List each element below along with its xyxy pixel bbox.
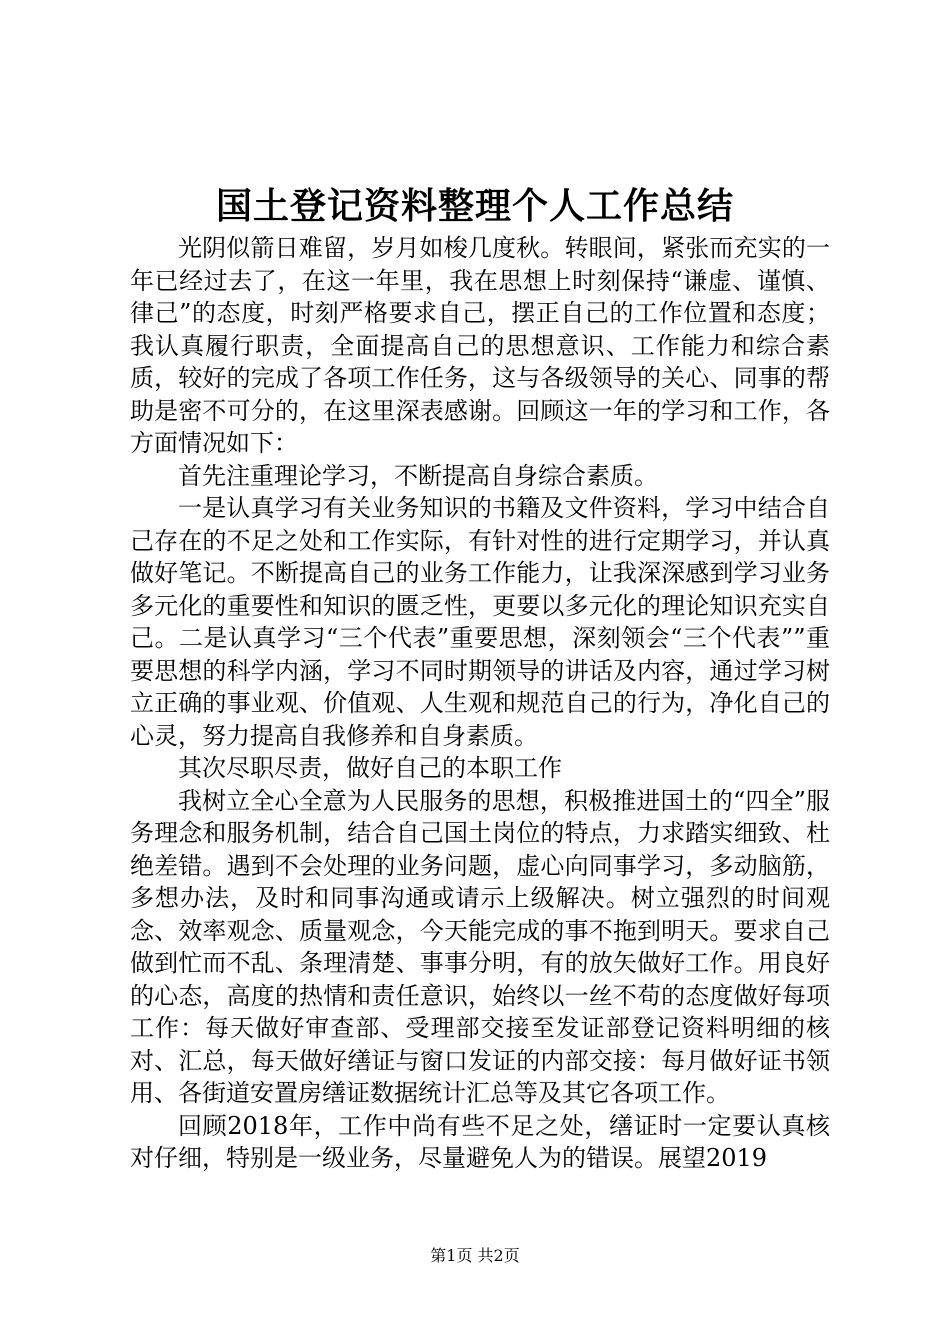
paragraph-intro: 光阴似箭日难留，岁月如梭几度秋。转眼间，紧张而充实的一年已经过去了，在这一年里，我在思想上时刻保持“谦虚、谨慎、律己”的态度，时刻严格要求自己，摆正自己的工作位置和态度；我认真履行职责，全面提高自己的思想意识、工作能力和综合素质，较好的完成了各项工作任务，这与各级领导的关心、同事的帮助是密不可分的，在这里深表感谢。回顾这一年的学习和工作，各方面情况如下： <box>130 234 830 457</box>
page-number-footer: 第1页 共2页 <box>430 1246 520 1265</box>
paragraph-review: 回顾2018年，工作中尚有些不足之处，缮证时一定要认真核对仔细，特别是一级业务，尽量避免人为的错误。展望2019 <box>130 1111 830 1172</box>
document-body <box>130 232 830 1175</box>
paragraph-heading-study: 首先注重理论学习，不断提高自身综合素质。 <box>178 461 658 490</box>
paragraph-heading-duties: 其次尽职尽责，做好自己的本职工作 <box>178 754 562 782</box>
document-title: 国土登记资料整理个人工作总结 <box>215 185 734 227</box>
paragraph-duties-details: 我树立全心全意为人民服务的思想，积极推进国土的“四全”服务理念和服务机制，结合自己国土岗位的特点，力求踏实细致、杜绝差错。遇到不会处理的业务问题，虚心向同事学习，多动脑筋，多想办法，及时和同事沟通或请示上级解决。树立强烈的时间观念、效率观念、质量观念，今天能完成的事不拖到明天。要求自己做到忙而不乱、条理清楚、事事分明，有的放矢做好工作。用良好的心态，高度的热情和责任意识，始终以一丝不苟的态度做好每项工作：每天做好审查部、受理部交接至发证部登记资料明细的核对、汇总，每天做好缮证与窗口发证的内部交接：每月做好证书领用、各街道安置房缮证数据统计汇总等及其它各项工作。 <box>130 786 830 1107</box>
paragraph-study-details: 一是认真学习有关业务知识的书籍及文件资料，学习中结合自己存在的不足之处和工作实际，有针对性的进行定期学习，并认真做好笔记。不断提高自己的业务工作能力，让我深深感到学习业务多元化的重要性和知识的匮乏性，更要以多元化的理论知识充实自己。二是认真学习“三个代表”重要思想，深刻领会“三个代表””重要思想的科学内涵，学习不同时期领导的讲话及内容，通过学习树立正确的事业观、价值观、人生观和规范自己的行为，净化自己的心灵，努力提高自我修养和自身素质。 <box>130 494 830 750</box>
